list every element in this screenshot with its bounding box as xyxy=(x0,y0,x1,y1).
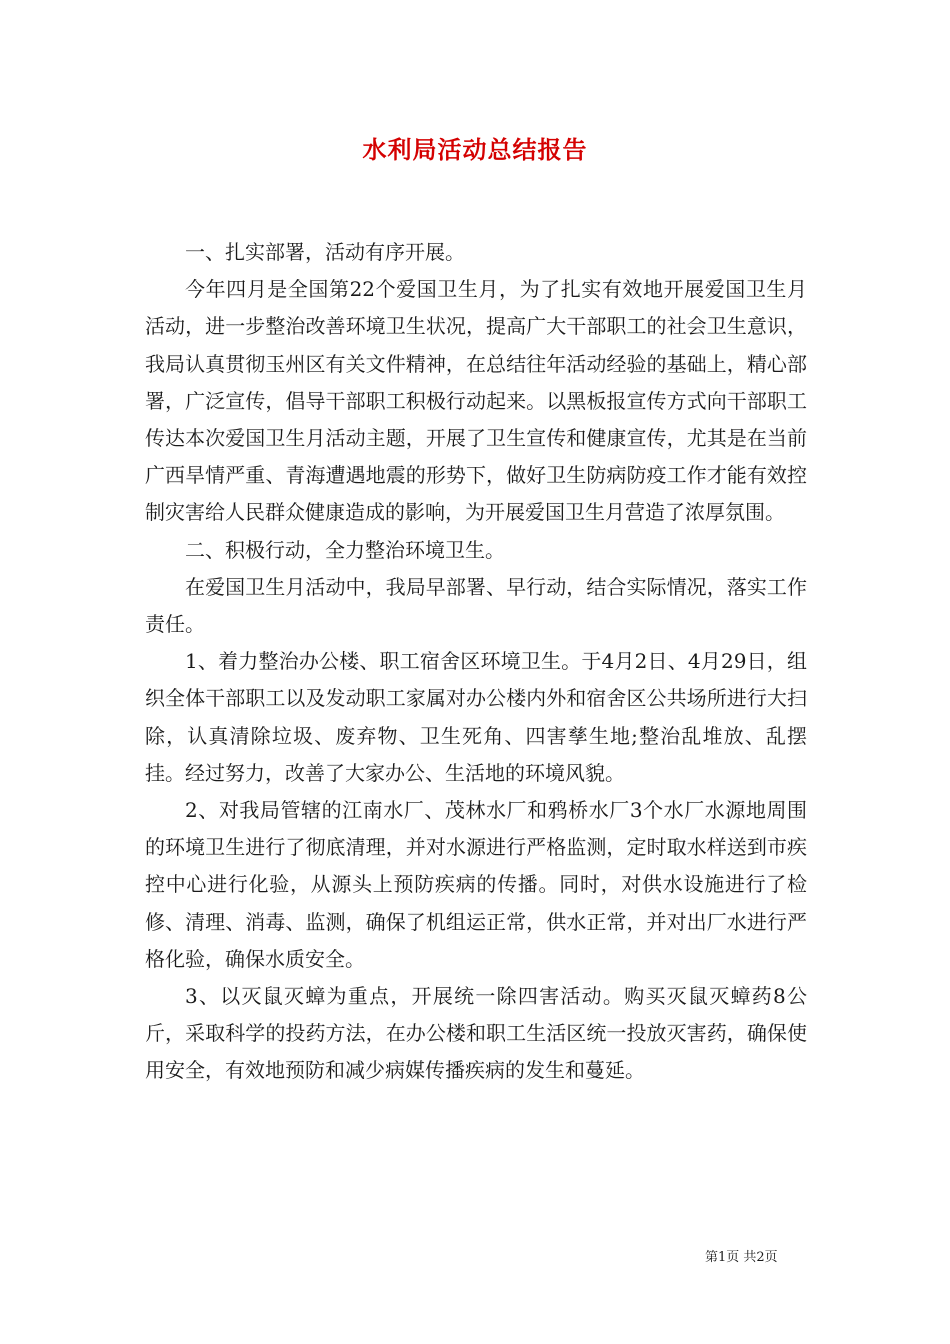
paragraph-item-2: 2、对我局管辖的江南水厂、茂林水厂和鸦桥水厂3个水厂水源地周围的环境卫生进行了彻底清理，并对水源进行严格监测，定时取水样送到市疾控中心进行化验，从源头上预防疾病的传播。同时，对供水设施进行了检修、清理、消毒、监测，确保了机组运正常，供水正常，并对出厂水进行严格化验，确保水质安全。 xyxy=(145,798,807,971)
paragraph-intro: 今年四月是全国第22个爱国卫生月，为了扎实有效地开展爱国卫生月活动，进一步整治改善环境卫生状况，提高广大干部职工的社会卫生意识，我局认真贯彻玉州区有关文件精神，在总结往年活动经验的基础上，精心部署，广泛宣传，倡导干部职工积极行动起来。以黑板报宣传方式向干部职工传达本次爱国卫生月活动主题，开展了卫生宣传和健康宣传，尤其是在当前广西旱情严重、青海遭遇地震的形势下，做好卫生防病防疫工作才能有效控制灾害给人民群众健康造成的影响，为开展爱国卫生月营造了浓厚氛围。 xyxy=(145,277,807,525)
section-heading-2: 二、积极行动，全力整治环境卫生。 xyxy=(185,537,505,562)
page-number: 第1页 共2页 xyxy=(705,1250,778,1265)
section-heading-1: 一、扎实部署，活动有序开展。 xyxy=(185,240,465,264)
document-title: 水利局活动总结报告 xyxy=(362,135,588,164)
paragraph-action: 在爱国卫生月活动中，我局早部署、早行动，结合实际情况，落实工作责任。 xyxy=(145,574,807,637)
paragraph-item-3: 3、以灭鼠灭蟑为重点，开展统一除四害活动。购买灭鼠灭蟑药8公斤，采取科学的投药方法，在办公楼和职工生活区统一投放灭害药，确保使用安全，有效地预防和减少病媒传播疾病的发生和蔓延。 xyxy=(145,984,807,1083)
document-body xyxy=(145,234,807,1090)
paragraph-item-1: 1、着力整治办公楼、职工宿舍区环境卫生。于4月2日、4月29日，组织全体干部职工以及发动职工家属对办公楼内外和宿舍区公共场所进行大扫除，认真清除垃圾、废弃物、卫生死角、四害孳生地;整治乱堆放、乱摆挂。经过努力，改善了大家办公、生活地的环境风貌。 xyxy=(145,649,807,785)
